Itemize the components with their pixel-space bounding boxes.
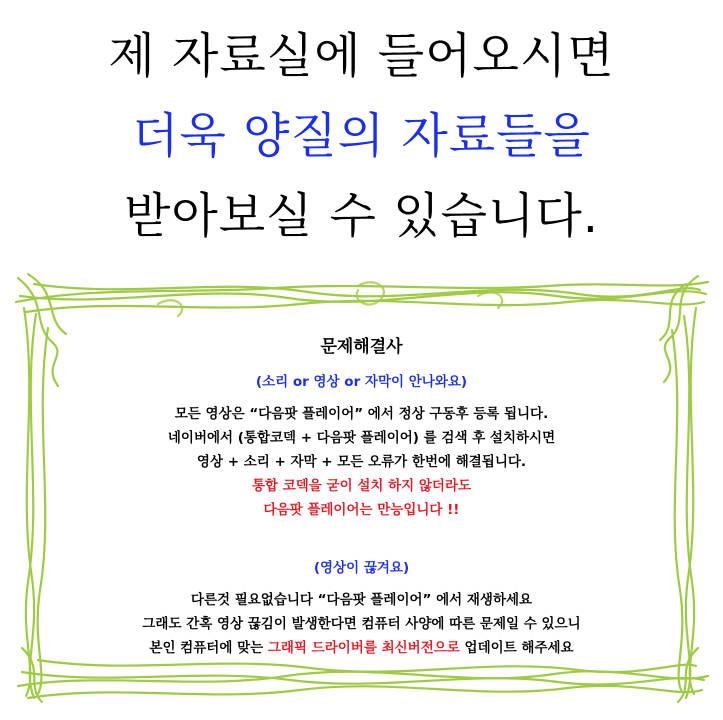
last-line-post: 업데이트 해주세요 — [459, 640, 574, 656]
headline-line-2: 더욱 양질의 자료들을 — [132, 108, 591, 164]
section1-red-line-1: 통합 코덱을 굳이 설치 하지 않더라도 — [251, 478, 472, 494]
section1-red-line-2: 다음팟 플레이어는 만능입니다 !! — [263, 502, 460, 518]
section2-subtitle: (영상이 끊겨요) — [313, 560, 410, 576]
section1-subtitle: (소리 or 영상 or 자막이 안나와요) — [255, 374, 468, 390]
last-line-pre: 본인 컴퓨터에 맞는 — [149, 640, 268, 656]
section1-line-2: 네이버에서 (통합코덱 + 다음팟 플레이어) 를 검색 후 설치하시면 — [167, 430, 556, 446]
last-line-red-1: 그래픽 드라이버를 — [267, 640, 377, 656]
section2-line-2: 그래도 간혹 영상 끊김이 발생한다면 컴퓨터 사양에 따른 문제일 수 있으니 — [142, 616, 581, 632]
section2-line-1: 다른것 필요없습니다 “다음팟 플레이어” 에서 재생하세요 — [190, 592, 533, 608]
headline-line-1: 제 자료실에 들어오시면 — [108, 28, 615, 84]
section1-line-3: 영상 + 소리 + 자막 + 모든 오류가 한번에 해결됩니다. — [196, 454, 527, 470]
last-line-red-2: 최신버전으로 — [381, 640, 460, 656]
section1-line-1: 모든 영상은 “다음팟 플레이어” 에서 정상 구동후 등록 됩니다. — [174, 406, 549, 422]
section-divider — [8, 522, 715, 544]
headline-line-3: 받아보실 수 있습니다. — [123, 188, 600, 244]
note-title: 문제해결사 — [320, 337, 403, 357]
headline-block — [0, 16, 723, 256]
note-content — [8, 268, 715, 708]
section2-last-line — [8, 636, 715, 660]
